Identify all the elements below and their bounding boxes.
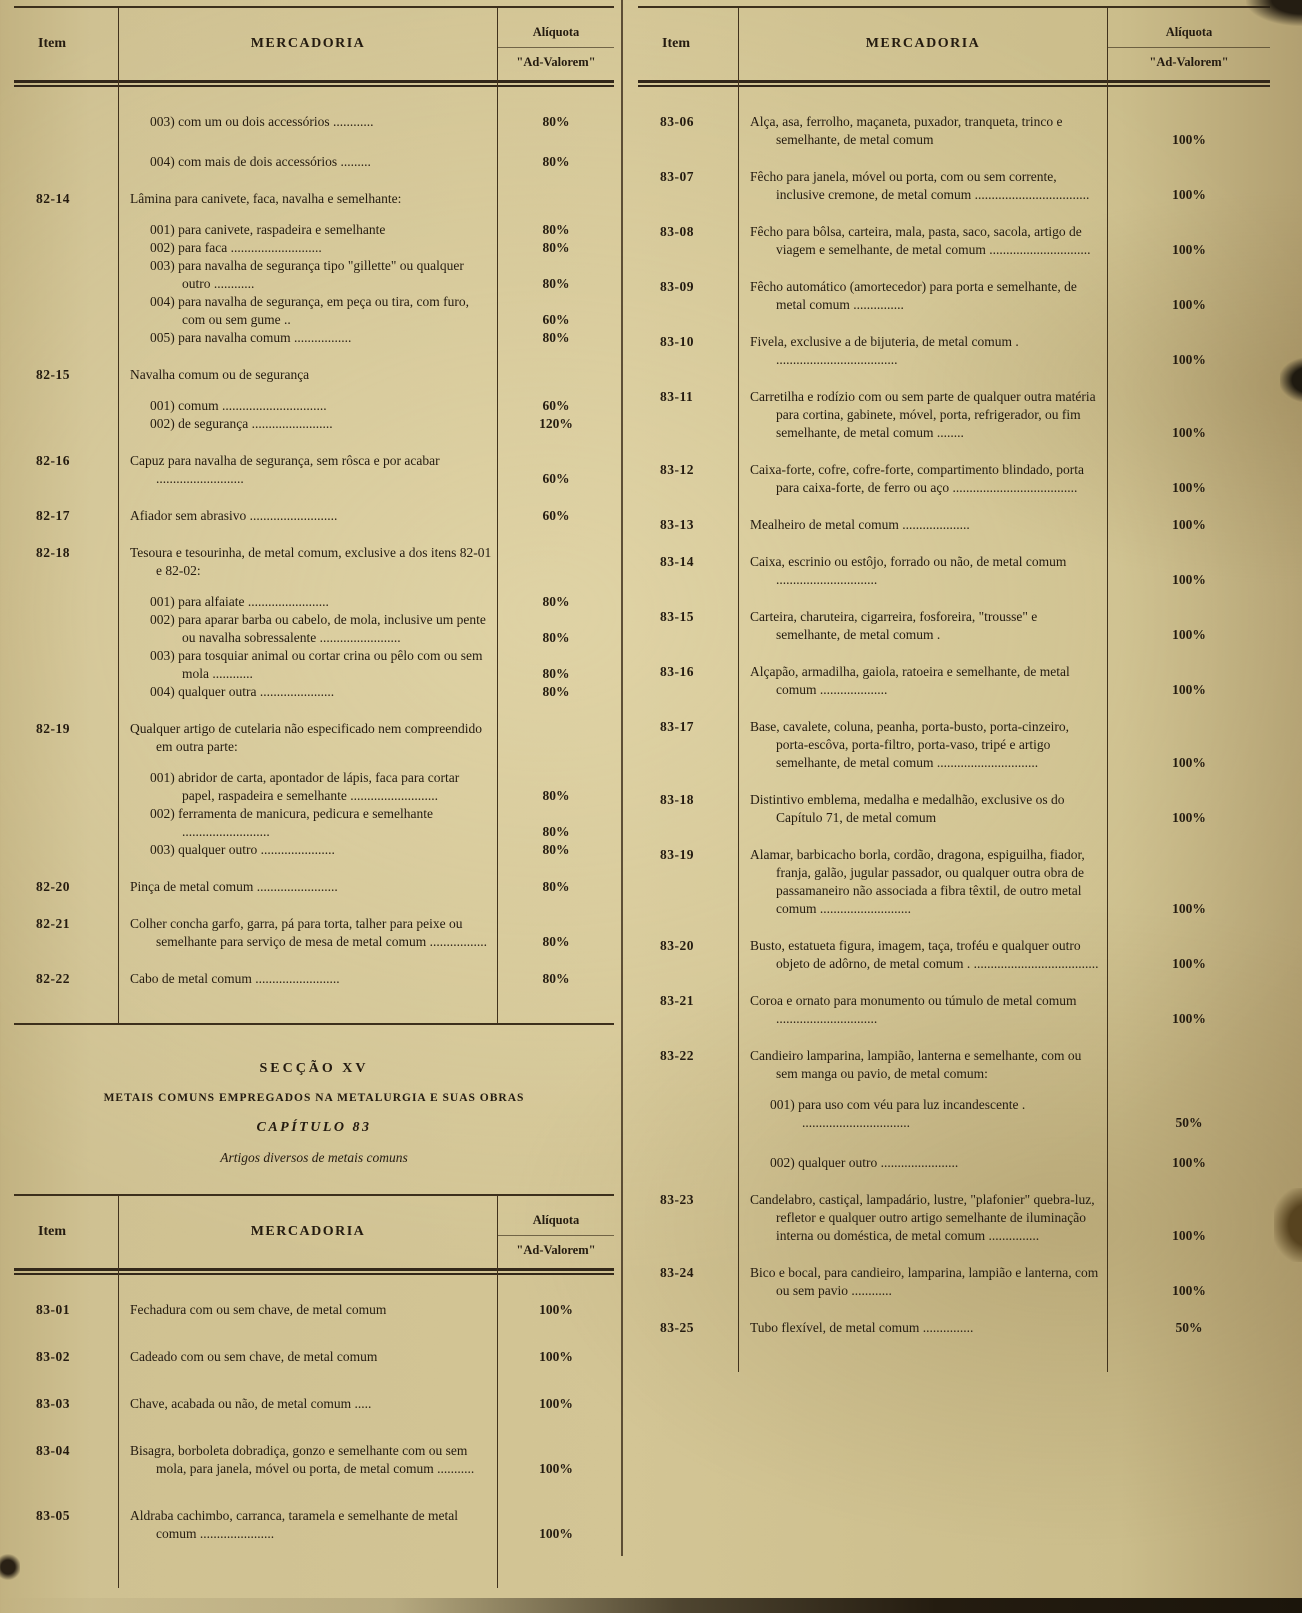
rate-column-rule [1107, 8, 1108, 1372]
tariff-table-chapter83-right [638, 6, 1270, 1372]
sub-item-text: 004) qualquer outra ...................... [150, 684, 335, 699]
merchandise-text: Alçapão, armadilha, gaiola, ratoeira e semelhante, de metal comum .................... [750, 664, 1070, 697]
entry-main-row [14, 190, 614, 208]
table-row [14, 1507, 614, 1543]
rate-value: 100% [539, 1526, 573, 1541]
entry-main-row [14, 720, 614, 756]
item-code: 83-08 [660, 224, 694, 239]
table-row [638, 1264, 1270, 1300]
table-row [638, 718, 1270, 772]
item-code: 83-14 [660, 554, 694, 569]
rate-value: 100% [1172, 297, 1206, 312]
item-code-empty [14, 769, 118, 805]
entry-main-row [638, 1047, 1270, 1083]
merchandise-text: Base, cavalete, coluna, peanha, porta-busto, porta-cinzeiro, porta-escôva, porta-filtro, porta-vaso, tripé e artigo semelhante, de metal comum .............................. [750, 719, 1069, 770]
rate-value: 100% [1172, 352, 1206, 367]
item-code-empty [14, 683, 118, 701]
rate-value: 80% [542, 114, 570, 129]
sub-item-row [638, 1096, 1270, 1132]
item-code: 83-21 [660, 993, 694, 1008]
header-double-rule [638, 80, 1270, 87]
item-code-empty [14, 221, 118, 239]
table-row [14, 878, 614, 896]
merchandise-text: Cadeado com ou sem chave, de metal comum [130, 1349, 378, 1364]
item-code: 82-14 [36, 191, 70, 206]
entry-main-row [14, 1395, 614, 1413]
section-heading [14, 1045, 614, 1178]
rate-value: 100% [1172, 425, 1206, 440]
sub-item-row [14, 805, 614, 841]
table-row [638, 1319, 1270, 1337]
rate-value: 80% [542, 934, 570, 949]
table-row [638, 333, 1270, 369]
table-row [14, 452, 614, 488]
rate-value: 100% [1172, 627, 1206, 642]
table-row [638, 1191, 1270, 1245]
header-aliquota-line2: "Ad-Valorem" [516, 1242, 596, 1257]
rate-value: 80% [542, 276, 570, 291]
entry-main-row [638, 553, 1270, 589]
rate-value: 100% [1172, 810, 1206, 825]
rate-value: 100% [1172, 187, 1206, 202]
header-aliquota-label [1108, 8, 1270, 80]
rate-value: 100% [1172, 682, 1206, 697]
rate-value: 80% [542, 222, 570, 237]
table-row [638, 553, 1270, 589]
section-subtitle: METAIS COMUNS EMPREGADOS NA METALURGIA E SUAS OBRAS [103, 1092, 525, 1104]
item-code-empty [14, 257, 118, 293]
header-aliquota-line2: "Ad-Valorem" [516, 54, 596, 69]
header-item-label: Item [38, 36, 66, 51]
merchandise-text: Carteira, charuteira, cigarreira, fosforeira, "trousse" e semelhante, de metal comum . [750, 609, 1038, 642]
entry-main-row [14, 1348, 614, 1366]
entry-main-row [14, 915, 614, 951]
item-code-empty [14, 593, 118, 611]
table-row [638, 663, 1270, 699]
tariff-table-chapter82 [14, 6, 614, 1025]
item-code-empty [14, 611, 118, 647]
sub-item-row [14, 415, 614, 433]
right-column [638, 6, 1270, 1372]
rate-value: 50% [1175, 1115, 1203, 1130]
merchandise-text: Fechadura com ou sem chave, de metal comum [130, 1302, 387, 1317]
rate-value: 80% [542, 824, 570, 839]
sub-item-text: 004) com mais de dois accessórios ......... [150, 154, 371, 169]
rate-value: 80% [542, 666, 570, 681]
item-column-rule [118, 8, 119, 1023]
header-double-rule [14, 1268, 614, 1275]
rate-value: 80% [542, 154, 570, 169]
rate-value: 80% [542, 684, 570, 699]
sub-item-text: 003) para tosquiar animal ou cortar crina ou pêlo com ou sem mola ............ [150, 648, 483, 681]
rate-value: 100% [1172, 1011, 1206, 1026]
merchandise-text: Chave, acabada ou não, de metal comum ..... [130, 1396, 372, 1411]
entry-main-row [638, 791, 1270, 827]
header-mercadoria-label: MERCADORIA [865, 36, 981, 51]
item-code: 83-07 [660, 169, 694, 184]
item-code: 83-06 [660, 114, 694, 129]
merchandise-text: Afiador sem abrasivo .......................... [130, 508, 338, 523]
item-code: 83-10 [660, 334, 694, 349]
sub-item-text: 001) comum ............................... [150, 398, 327, 413]
sub-item-text: 003) qualquer outro ...................... [150, 842, 335, 857]
table-row [638, 223, 1270, 259]
rate-value: 100% [1172, 517, 1206, 532]
sub-item-text: 002) para aparar barba ou cabelo, de mola, inclusive um pente ou navalha sobressalente ........................ [150, 612, 486, 645]
header-aliquota-line1: Alíquota [498, 1207, 614, 1236]
merchandise-text: Candelabro, castiçal, lampadário, lustre, "plafonier" quebra-luz, refletor e qualquer outro artigo semelhante de iluminação interna ou doméstica, de metal comum ............... [750, 1192, 1095, 1243]
header-aliquota-line2: "Ad-Valorem" [1149, 54, 1229, 69]
item-code: 83-25 [660, 1320, 694, 1335]
merchandise-text: Caixa-forte, cofre, cofre-forte, compartimento blindado, porta para caixa-forte, de ferro ou aço ..................................... [750, 462, 1084, 495]
item-code-empty [14, 113, 118, 131]
item-code-empty [14, 329, 118, 347]
sub-item-list [14, 769, 614, 859]
rate-column-rule [497, 8, 498, 1023]
merchandise-text: Candieiro lamparina, lampião, lanterna e semelhante, com ou sem manga ou pavio, de metal comum: [750, 1048, 1082, 1081]
rate-value: 60% [542, 398, 570, 413]
chapter-caption: Artigos diversos de metais comuns [220, 1150, 408, 1165]
rate-value: 60% [542, 471, 570, 486]
merchandise-text: Lâmina para canivete, faca, navalha e semelhante: [130, 191, 402, 206]
sub-item-text: 002) ferramenta de manicura, pedicura e semelhante .......................... [150, 806, 433, 839]
rate-value: 60% [542, 508, 570, 523]
sub-item-list [14, 397, 614, 433]
merchandise-text: Busto, estatueta figura, imagem, taça, troféu e qualquer outro objeto de adôrno, de metal comum . ..................................... [750, 938, 1099, 971]
table-row [14, 1301, 614, 1319]
sub-item-row [14, 239, 614, 257]
table-row [638, 461, 1270, 497]
table-row [638, 516, 1270, 534]
rate-value: 100% [539, 1396, 573, 1411]
entry-main-row [638, 663, 1270, 699]
entry-main-row [638, 388, 1270, 442]
item-code: 83-18 [660, 792, 694, 807]
table-row [14, 915, 614, 951]
entry-main-row [14, 1507, 614, 1543]
table-body [638, 87, 1270, 1372]
table-row [638, 937, 1270, 973]
rate-value: 100% [1172, 901, 1206, 916]
entry-main-row [14, 1301, 614, 1319]
sub-item-row [14, 611, 614, 647]
item-code: 82-17 [36, 508, 70, 523]
item-code: 83-22 [660, 1048, 694, 1063]
sub-item-row [14, 397, 614, 415]
left-column [14, 6, 614, 1588]
merchandise-text: Alamar, barbicacho borla, cordão, dragona, espiguilha, fiador, franja, galão, jugular passador, ou qualquer outra obra de passamaneiro não associada a fibra têxtil, de outro metal comum ........................... [750, 847, 1085, 916]
header-item-label: Item [662, 36, 690, 51]
entry-main-row [14, 970, 614, 988]
sub-item-list [14, 593, 614, 701]
entry-main-row [638, 516, 1270, 534]
entry-main-row [638, 223, 1270, 259]
table-row [638, 278, 1270, 314]
item-code: 83-09 [660, 279, 694, 294]
sub-item-text: 001) para canivete, raspadeira e semelhante [150, 222, 386, 237]
item-column-rule [118, 1196, 119, 1588]
item-code: 83-04 [36, 1443, 70, 1458]
rate-value: 80% [542, 971, 570, 986]
table-row [14, 366, 614, 433]
rate-value: 100% [1172, 755, 1206, 770]
item-code-empty [638, 1096, 738, 1132]
sub-item-list [14, 113, 614, 171]
sub-item-text: 001) para alfaiate ........................ [150, 594, 329, 609]
sub-item-text: 002) de segurança ........................ [150, 416, 333, 431]
entry-main-row [638, 937, 1270, 973]
sub-item-text: 001) abridor de carta, apontador de lápis, faca para cortar papel, raspadeira e semelhante .......................... [150, 770, 460, 803]
section-title: SECÇÃO XV [259, 1061, 369, 1076]
item-code: 82-16 [36, 453, 70, 468]
merchandise-text: Mealheiro de metal comum .................... [750, 517, 970, 532]
item-code: 82-19 [36, 721, 70, 736]
item-code-empty [14, 841, 118, 859]
merchandise-text: Fêcho automático (amortecedor) para porta e semelhante, de metal comum ............... [750, 279, 1077, 312]
sub-item-text: 002) qualquer outro ....................... [770, 1155, 959, 1170]
entry-main-row [638, 992, 1270, 1028]
header-aliquota-line1: Alíquota [1108, 19, 1270, 48]
table-row [638, 1047, 1270, 1172]
merchandise-text: Capuz para navalha de segurança, sem rôsca e por acabar .......................... [130, 453, 440, 486]
rate-value: 100% [1172, 1283, 1206, 1298]
item-code: 82-22 [36, 971, 70, 986]
table-row [638, 608, 1270, 644]
entry-main-row [638, 113, 1270, 149]
header-double-rule [14, 80, 614, 87]
table-row [638, 791, 1270, 827]
entry-main-row [638, 718, 1270, 772]
table-row [14, 1395, 614, 1413]
rate-value: 100% [1172, 1228, 1206, 1243]
sub-item-row [14, 593, 614, 611]
merchandise-text: Caixa, escrinio ou estôjo, forrado ou não, de metal comum .............................. [750, 554, 1067, 587]
item-code: 82-15 [36, 367, 70, 382]
merchandise-text: Bisagra, borboleta dobradiça, gonzo e semelhante com ou sem mola, para janela, móvel ou porta, de metal comum ........... [130, 1443, 475, 1476]
rate-value: 60% [542, 312, 570, 327]
table-row [14, 544, 614, 701]
page-stain [1274, 1188, 1302, 1262]
entry-main-row [638, 461, 1270, 497]
item-code-empty [14, 805, 118, 841]
merchandise-text: Colher concha garfo, garra, pá para torta, talher para peixe ou semelhante para serviço de mesa de metal comum ................. [130, 916, 488, 949]
merchandise-text: Cabo de metal comum ......................... [130, 971, 340, 986]
item-code-empty [14, 647, 118, 683]
item-code-empty [14, 239, 118, 257]
merchandise-text: Distintivo emblema, medalha e medalhão, exclusive os do Capítulo 71, de metal comum [750, 792, 1065, 825]
rate-value: 80% [542, 842, 570, 857]
item-code: 83-15 [660, 609, 694, 624]
header-aliquota-label [498, 8, 614, 80]
sub-item-row [14, 221, 614, 239]
table-header [14, 1196, 614, 1268]
item-code: 83-13 [660, 517, 694, 532]
table-body [14, 1275, 614, 1588]
rate-value: 120% [539, 416, 573, 431]
item-code-empty [14, 153, 118, 171]
sub-item-row [14, 257, 614, 293]
merchandise-text: Navalha comum ou de segurança [130, 367, 310, 382]
merchandise-text: Tesoura e tesourinha, de metal comum, exclusive a dos itens 82-01 e 82-02: [130, 545, 492, 578]
rate-value: 100% [539, 1461, 573, 1476]
entry-main-row [638, 608, 1270, 644]
sub-item-row [14, 647, 614, 683]
table-row [14, 970, 614, 988]
rate-value: 100% [1172, 242, 1206, 257]
merchandise-text: Qualquer artigo de cutelaria não especificado nem compreendido em outra parte: [130, 721, 482, 754]
rate-column-rule [497, 1196, 498, 1588]
sub-item-list [14, 221, 614, 347]
rate-value: 100% [1172, 1155, 1206, 1170]
rate-value: 80% [542, 594, 570, 609]
header-mercadoria-label: MERCADORIA [250, 1224, 366, 1239]
item-code: 83-23 [660, 1192, 694, 1207]
item-code: 83-01 [36, 1302, 70, 1317]
merchandise-text: Carretilha e rodízio com ou sem parte de qualquer outra matéria para cortina, gabinete, móvel, porta, refrigerador, ou fim semelhante, de metal comum ........ [750, 389, 1096, 440]
merchandise-text: Alça, asa, ferrolho, maçaneta, puxador, tranqueta, trinco e semelhante, de metal comum [750, 114, 1063, 147]
table-row [14, 1442, 614, 1478]
item-code: 82-20 [36, 879, 70, 894]
item-code: 83-17 [660, 719, 694, 734]
sub-item-text: 005) para navalha comum ................. [150, 330, 352, 345]
table-row [14, 720, 614, 859]
sub-item-text: 001) para uso com véu para luz incandescente . ................................ [770, 1097, 1026, 1130]
rate-value: 100% [539, 1302, 573, 1317]
table-row [14, 190, 614, 347]
item-code: 83-12 [660, 462, 694, 477]
sub-item-list [638, 1096, 1270, 1172]
entry-main-row [14, 452, 614, 488]
table-row [14, 507, 614, 525]
table-row [638, 846, 1270, 918]
header-aliquota-label [498, 1196, 614, 1268]
item-code: 83-02 [36, 1349, 70, 1364]
entry-main-row [638, 168, 1270, 204]
merchandise-text: Pinça de metal comum ........................ [130, 879, 338, 894]
entry-main-row [14, 544, 614, 580]
item-code: 82-21 [36, 916, 70, 931]
entry-main-row [14, 1442, 614, 1478]
entry-main-row [638, 1319, 1270, 1337]
rate-value: 100% [1172, 572, 1206, 587]
item-column-rule [738, 8, 739, 1372]
item-code: 82-18 [36, 545, 70, 560]
sub-item-row [14, 683, 614, 701]
merchandise-text: Fivela, exclusive a de bijuteria, de metal comum . .................................... [750, 334, 1019, 367]
item-code: 83-03 [36, 1396, 70, 1411]
sub-item-text: 003) com um ou dois accessórios ............ [150, 114, 374, 129]
sub-item-row [14, 153, 614, 171]
rate-value: 50% [1175, 1320, 1203, 1335]
item-code-empty [14, 415, 118, 433]
rate-value: 80% [542, 330, 570, 345]
table-row [638, 388, 1270, 442]
entry-main-row [14, 507, 614, 525]
header-item-label: Item [38, 1224, 66, 1239]
tariff-table-chapter83-left [14, 1194, 614, 1588]
merchandise-text: Bico e bocal, para candieiro, lamparina, lampião e lanterna, com ou sem pavio ............ [750, 1265, 1099, 1298]
sub-item-row [14, 293, 614, 329]
rate-value: 100% [1172, 956, 1206, 971]
header-aliquota-line1: Alíquota [498, 19, 614, 48]
table-row [638, 113, 1270, 149]
sub-item-row [14, 769, 614, 805]
item-code-empty [14, 293, 118, 329]
merchandise-text: Aldraba cachimbo, carranca, taramela e semelhante de metal comum ...................... [130, 1508, 458, 1541]
sub-item-row [638, 1154, 1270, 1172]
header-mercadoria-label: MERCADORIA [250, 36, 366, 51]
entry-main-row [638, 1264, 1270, 1300]
merchandise-text: Fêcho para janela, móvel ou porta, com ou sem corrente, inclusive cremone, de metal comum .................................. [750, 169, 1090, 202]
table-row [14, 1348, 614, 1366]
entry-main-row [638, 846, 1270, 918]
sub-item-row [14, 841, 614, 859]
page-bottom-edge [0, 1598, 1302, 1613]
rate-value: 100% [1172, 480, 1206, 495]
rate-value: 100% [539, 1349, 573, 1364]
entry-main-row [14, 366, 614, 384]
merchandise-text: Coroa e ornato para monumento ou túmulo de metal comum .............................. [750, 993, 1077, 1026]
item-code-empty [14, 397, 118, 415]
sub-item-text: 003) para navalha de segurança tipo "gillette" ou qualquer outro ............ [150, 258, 464, 291]
sub-item-text: 004) para navalha de segurança, em peça ou tira, com furo, com ou sem gume .. [150, 294, 469, 327]
item-code: 83-05 [36, 1508, 70, 1523]
table-row [638, 168, 1270, 204]
sub-item-row [14, 113, 614, 131]
entry-main-row [638, 1191, 1270, 1245]
rate-value: 100% [1172, 132, 1206, 147]
page-stain [1280, 358, 1302, 402]
item-code-empty [638, 1154, 738, 1172]
item-code: 83-24 [660, 1265, 694, 1280]
column-divider-line [621, 0, 623, 1556]
item-code: 83-19 [660, 847, 694, 862]
rate-value: 80% [542, 240, 570, 255]
table-header [638, 8, 1270, 80]
table-row [638, 992, 1270, 1028]
rate-value: 80% [542, 630, 570, 645]
entry-main-row [638, 333, 1270, 369]
chapter-title: CAPÍTULO 83 [256, 1120, 372, 1135]
table-body [14, 87, 614, 1023]
rate-value: 80% [542, 788, 570, 803]
sub-item-row [14, 329, 614, 347]
item-code: 83-16 [660, 664, 694, 679]
entry-main-row [638, 278, 1270, 314]
table-header [14, 8, 614, 80]
merchandise-text: Tubo flexível, de metal comum ............... [750, 1320, 974, 1335]
entry-main-row [14, 878, 614, 896]
item-code: 83-20 [660, 938, 694, 953]
item-code: 83-11 [660, 389, 694, 404]
rate-value: 80% [542, 879, 570, 894]
merchandise-text: Fêcho para bôlsa, carteira, mala, pasta, saco, sacola, artigo de viagem e semelhante, de metal comum .............................. [750, 224, 1091, 257]
table-row [14, 113, 614, 171]
sub-item-text: 002) para faca ........................... [150, 240, 322, 255]
